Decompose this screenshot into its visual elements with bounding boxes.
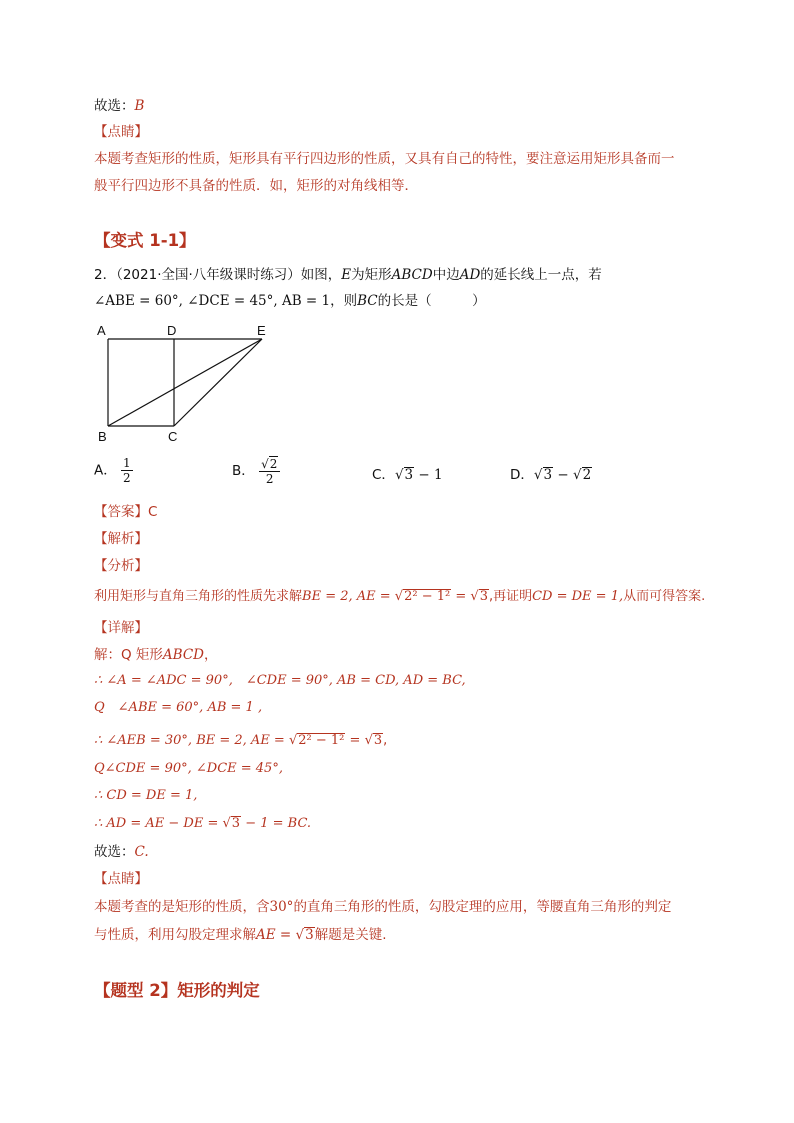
dianjing-text-line2: 般平行四边形不具备的性质．如，矩形的对角线相等． — [94, 178, 418, 194]
label-d: D — [167, 323, 177, 338]
summary-line2: 与性质，利用勾股定理求解AE = √3解题是关键. — [94, 927, 387, 943]
final-choice-line: 故选：C. — [94, 844, 149, 860]
step-2: ∴ ∠A = ∠ADC = 90°, ∠CDE = 90°, AB = CD, AD = BC, — [94, 673, 466, 688]
label-b: B — [98, 429, 107, 444]
step-5: Q∠CDE = 90°, ∠DCE = 45°, — [94, 761, 283, 776]
option-a: A． $\frac{1}{2}$ — [94, 456, 131, 485]
dianjing-text-line1: 本题考查矩形的性质，矩形具有平行四边形的性质，又具有自己的特性，要注意运用矩形具备而一 — [94, 151, 675, 167]
previous-answer-value: B — [134, 98, 145, 114]
option-b: B． $\frac{√2}{2}$ — [232, 456, 280, 486]
step-4: ∴ ∠AEB = 30°, BE = 2, AE = √2² − 1² = √3, — [94, 733, 388, 748]
analysis-line: 利用矩形与直角三角形的性质先求解BE = 2, AE = √2² − 1² = √3,再证明CD = DE = 1,从而可得答案. — [94, 589, 706, 604]
option-a-fraction: $\frac{1}{2}$ — [123, 456, 131, 485]
jiexi-label: 【解析】 — [94, 531, 148, 547]
summary-line1: 本题考查的是矩形的性质，含30°的直角三角形的性质，勾股定理的应用，等腰直角三角形的判定 — [94, 899, 672, 915]
step-1: 解：Q 矩形ABCD， — [94, 647, 218, 663]
answer-line: 【答案】C — [94, 504, 158, 520]
label-a: A — [97, 323, 106, 338]
option-d: D．√3 − √2 — [510, 467, 592, 483]
option-b-fraction: $\frac{√2}{2}$ — [259, 456, 280, 486]
section-heading: 【题型 2】矩形的判定 — [94, 981, 260, 1000]
xiangjie-label: 【详解】 — [94, 620, 148, 636]
fenxi-label: 【分析】 — [94, 558, 148, 574]
dianjing2-label: 【点睛】 — [94, 871, 148, 887]
option-c: C．√3 − 1 — [372, 467, 443, 483]
question-line2: ∠ABE = 60°, ∠DCE = 45°, AB = 1，则BC的长是（ ） — [94, 293, 486, 309]
step-6: ∴ CD = DE = 1, — [94, 788, 198, 803]
segment-be — [108, 339, 262, 426]
step-3: Q ∠ABE = 60°, AB = 1 , — [94, 700, 263, 715]
previous-answer-line: 故选：B — [94, 98, 145, 114]
dianjing-label: 【点睛】 — [94, 124, 148, 140]
question-line1: 2．（2021·全国·八年级课时练习）如图，E为矩形ABCD中边AD的延长线上一点，若 — [94, 267, 602, 283]
answer-value: C — [148, 504, 158, 520]
geometry-figure — [90, 320, 280, 450]
final-choice-value: C. — [134, 844, 149, 860]
variant-heading: 【变式 1-1】 — [94, 231, 196, 250]
step-7: ∴ AD = AE − DE = √3 − 1 = BC. — [94, 816, 312, 831]
label-e: E — [257, 323, 266, 338]
segment-ce — [174, 339, 262, 426]
label-c: C — [168, 429, 178, 444]
